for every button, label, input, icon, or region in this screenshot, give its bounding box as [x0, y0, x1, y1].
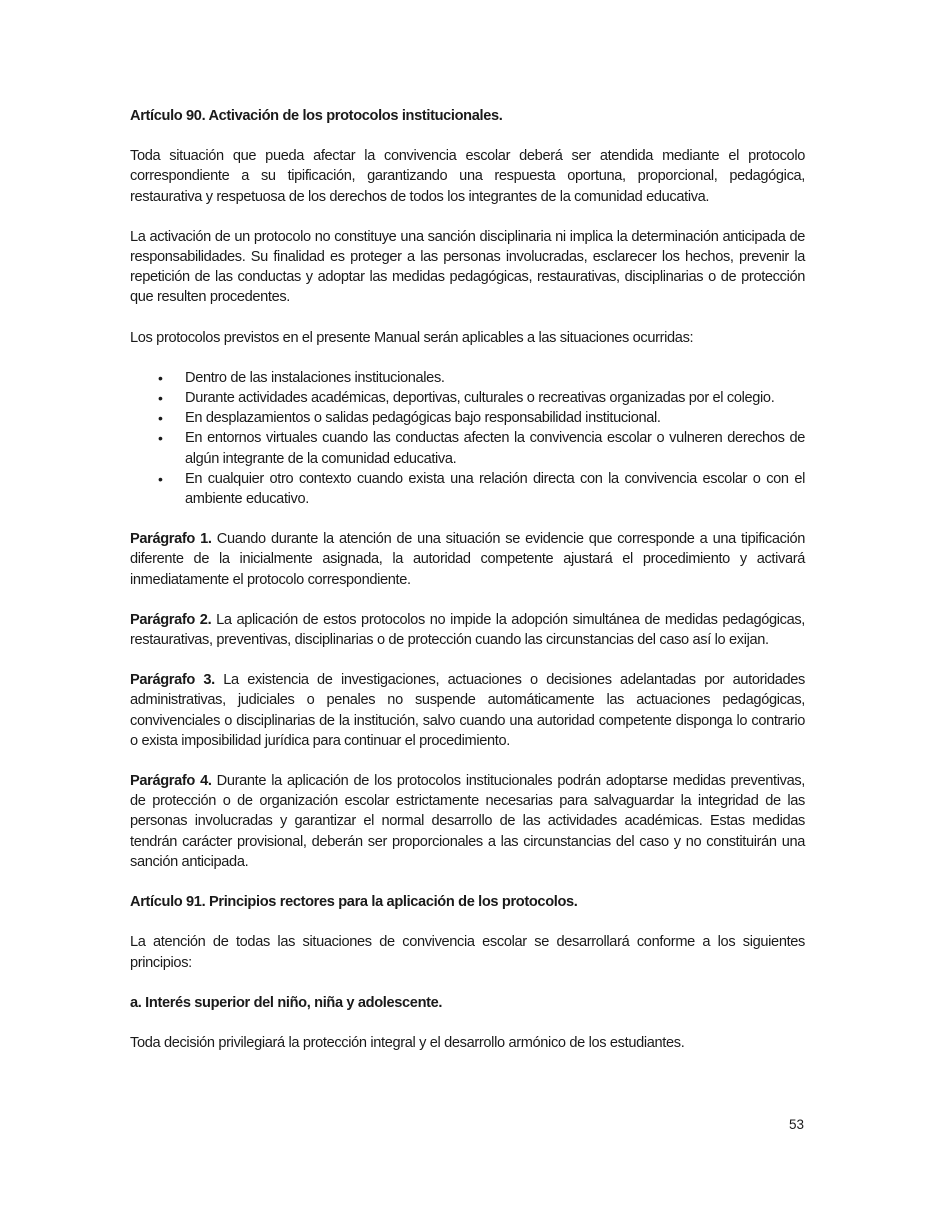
- bullet-icon: •: [158, 410, 163, 427]
- principle-a-title: a. Interés superior del niño, niña y adolescente.: [130, 994, 443, 1011]
- paragrafo-4-label: Parágrafo 4.: [130, 773, 212, 790]
- paragrafo-1-label: Parágrafo 1.: [130, 531, 212, 548]
- bullet-item: • En desplazamientos o salidas pedagógicas bajo responsabilidad institucional.: [130, 408, 805, 428]
- scope-bullet-list: [130, 368, 805, 509]
- paragrafo-1-text: Cuando durante la atención de una situación se evidencie que corresponde a una tipificación diferente de la inicialmente asignada, la autoridad competente ajustará el procedimiento y activará inmediatamente el protocolo correspondiente.: [130, 531, 805, 588]
- article-90-paragraph-2: La activación de un protocolo no constituye una sanción disciplinaria ni implica la determinación anticipada de responsabilidades. Su finalidad es proteger a las personas involucradas, esclarecer los hechos, prevenir la repetición de las conductas y adoptar las medidas pedagógicas, restaurativas, disciplinarias o de protección que resulten procedentes.: [130, 228, 805, 306]
- bullet-icon: •: [158, 430, 163, 447]
- page-number: 53: [788, 1117, 804, 1132]
- article-91-intro: La atención de todas las situaciones de convivencia escolar se desarrollará conforme a los siguientes principios:: [130, 934, 805, 971]
- paragrafo-4-text: Durante la aplicación de los protocolos institucionales podrán adoptarse medidas preventivas, de protección o de organización escolar estrictamente necesarias para salvaguardar la integridad de las personas involucradas y garantizar el normal desarrollo de las actividades académicas. Estas medidas tendrán carácter provisional, deberán ser proporcionales a las circunstancias del caso y no constituirán una sanción anticipada.: [130, 773, 805, 870]
- bullet-icon: •: [158, 470, 163, 487]
- article-90-title: Artículo 90. Activación de los protocolos institucionales.: [130, 108, 503, 124]
- paragrafo-3-label: Parágrafo 3.: [130, 672, 215, 689]
- principle-a-text: Toda decisión privilegiará la protección integral y el desarrollo armónico de los estudiantes.: [130, 1034, 685, 1051]
- bullet-item: • Dentro de las instalaciones institucionales.: [130, 368, 805, 388]
- article-90-paragraph-1: Toda situación que pueda afectar la convivencia escolar deberá ser atendida mediante el protocolo correspondiente a su tipificación, garantizando una respuesta oportuna, proporcional, pedagógica, restaurativa y respetuosa de los derechos de todos los integrantes de la comunidad educativa.: [130, 148, 805, 205]
- paragrafo-2-text: La aplicación de estos protocolos no impide la adopción simultánea de medidas pedagógicas, restaurativas, preventivas, disciplinarias o de protección cuando las circunstancias del caso así lo exijan.: [130, 611, 806, 649]
- article-91-title: Artículo 91. Principios rectores para la aplicación de los protocolos.: [130, 894, 578, 911]
- paragrafo-3: [130, 670, 805, 751]
- paragrafo-2: [130, 610, 805, 650]
- paragrafo-3-text: La existencia de investigaciones, actuaciones o decisiones adelantadas por autoridades administrativas, judiciales o penales no suspende automáticamente las actuaciones pedagógicas, convivenciales o disciplinarias de la institución, salvo cuando una autoridad competente disponga lo contrario o exista imposibilidad jurídica para continuar el procedimiento.: [130, 672, 806, 749]
- document-page: [130, 106, 805, 1053]
- bullet-icon: •: [158, 369, 163, 386]
- bullet-item: • Durante actividades académicas, deportivas, culturales o recreativas organizadas por el colegio.: [130, 388, 805, 408]
- bullet-icon: •: [158, 390, 163, 407]
- bullet-item: • En entornos virtuales cuando las conductas afecten la convivencia escolar o vulneren derechos de algún integrante de la comunidad educativa.: [158, 430, 805, 467]
- bullet-item: • En cualquier otro contexto cuando exista una relación directa con la convivencia escolar o con el ambiente educativo.: [158, 470, 805, 508]
- paragrafo-1: [130, 529, 805, 590]
- paragrafo-4: [130, 771, 805, 872]
- article-90-paragraph-3: Los protocolos previstos en el presente Manual serán aplicables a las situaciones ocurridas:: [130, 329, 694, 346]
- paragrafo-2-label: Parágrafo 2.: [130, 611, 212, 628]
